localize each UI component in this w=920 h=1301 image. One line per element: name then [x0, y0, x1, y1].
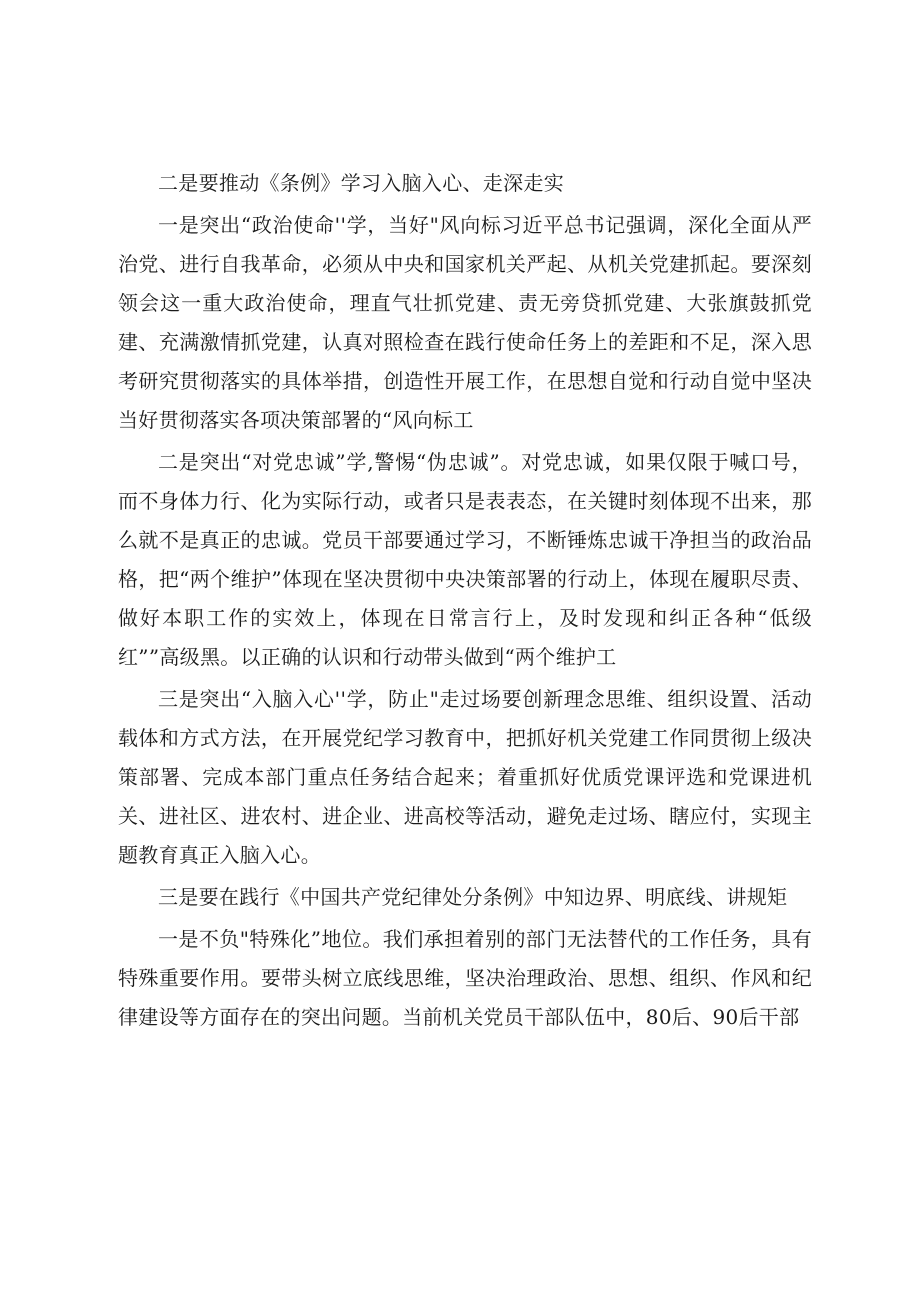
document-body — [118, 164, 812, 1040]
paragraph-internalize-learning: 三是突出“入脑入心''学，防止"走过场要创新理念思维、组织设置、活动载体和方式方法，在开展党纪学习教育中，把抓好机关党建工作同贯彻上级决策部署、完成本部门重点任务结合起来；着重抓好优质党课评选和党课进机关、进社区、进农村、进企业、进高校等活动，避免走过场、瞎应付，实现主题教育真正入脑入心。 — [118, 687, 812, 867]
section-heading-2: 二是要推动《条例》学习入脑入心、走深走实 — [158, 171, 564, 195]
section-heading-3: 三是要在践行《中国共产党纪律处分条例》中知边界、明底线、讲规矩 — [158, 885, 788, 909]
paragraph-party-loyalty: 二是突出“对党忠诚”学,警惕“伪忠诚”。对党忠诚，如果仅限于喊口号，而不身体力行、化为实际行动，或者只是表表态，在关键时刻体现不出来，那么就不是真正的忠诚。党员干部要通过学习，不断锤炼忠诚干净担当的政治品格，把“两个维护”体现在坚决贯彻中央决策部署的行动上，体现在履职尽责、做好本职工作的实效上，体现在日常言行上，及时发现和纠正各种“低级红””高级黑。以正确的认识和行动带头做到“两个维护工 — [118, 450, 812, 669]
paragraph-special-status: 一是不负"特殊化”地位。我们承担着别的部门无法替代的工作任务，具有特殊重要作用。要带头树立底线思维，坚决治理政治、思想、组织、作风和纪律建设等方面存在的突出问题。当前机关党员干部队伍中，80后、90后干部 — [118, 927, 812, 1029]
paragraph-political-mission: 一是突出“政治使命''学，当好"风向标习近平总书记强调，深化全面从严治党、进行自我革命，必须从中央和国家机关严起、从机关党建抓起。要深刻领会这一重大政治使命，理直气壮抓党建、责无旁贷抓党建、大张旗鼓抓党建、充满激情抓党建，认真对照检查在践行使命任务上的差距和不足，深入思考研究贯彻落实的具体举措，创造性开展工作，在思想自觉和行动自觉中坚决当好贯彻落实各项决策部署的“风向标工 — [118, 213, 812, 432]
